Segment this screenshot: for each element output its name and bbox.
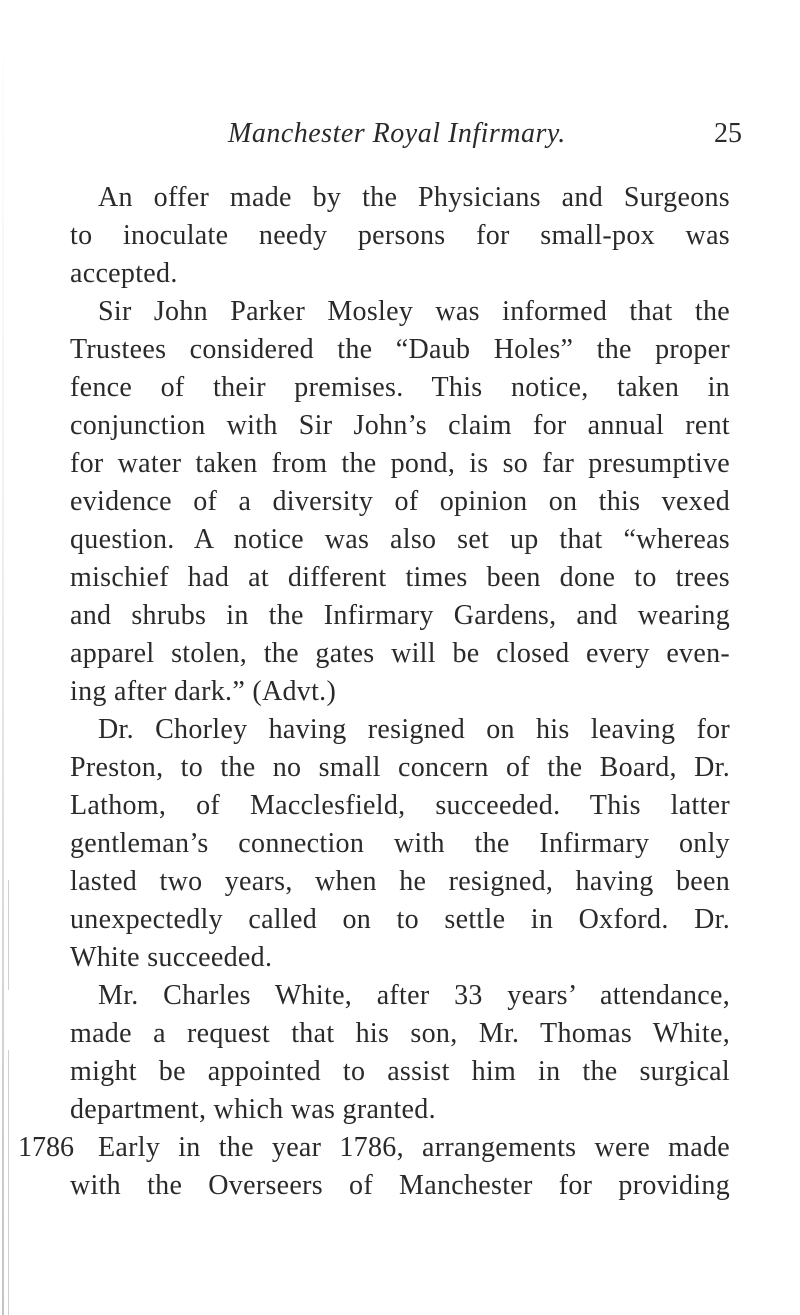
text-line: ing after dark.” (Advt.) [70, 676, 337, 707]
page-number: 25 [714, 118, 742, 149]
text-line: Trustees considered the “Daub Holes” the proper [70, 334, 730, 365]
text-line: department, which was granted. [70, 1094, 436, 1125]
text-line: conjunction with Sir John’s claim for annual rent [70, 410, 730, 441]
text-line: Preston, to the no small concern of the Board, Dr. [70, 752, 730, 783]
text-line: Lathom, of Macclesfield, succeeded. This latter [70, 790, 730, 821]
running-title: Manchester Royal Infirmary. [228, 118, 566, 149]
text-line: accepted. [70, 258, 178, 289]
text-line: White succeeded. [70, 942, 273, 973]
text-line: Mr. Charles White, after 33 years’ attendance, [98, 980, 730, 1011]
text-line: and shrubs in the Infirmary Gardens, and wearing [70, 600, 730, 631]
margin-rule [8, 1050, 9, 1315]
text-line: lasted two years, when he resigned, having been [70, 866, 730, 897]
page-gutter-shadow [2, 0, 4, 1315]
body-text [70, 179, 730, 1205]
page-header [0, 118, 800, 158]
text-line: gentleman’s connection with the Infirmary only [70, 828, 730, 859]
text-line: Early in the year 1786, arrangements were made [98, 1132, 730, 1163]
text-line: mischief had at different times been done to trees [70, 562, 730, 593]
margin-rule [8, 880, 9, 990]
text-line: made a request that his son, Mr. Thomas White, [70, 1018, 730, 1049]
text-line: question. A notice was also set up that “whereas [70, 524, 730, 555]
text-line: unexpectedly called on to settle in Oxford. Dr. [70, 904, 730, 935]
text-line: for water taken from the pond, is so far presumptive [70, 448, 730, 479]
text-line: with the Overseers of Manchester for providing [70, 1170, 730, 1201]
text-line: Sir John Parker Mosley was informed that the [98, 296, 730, 327]
text-line: apparel stolen, the gates will be closed every even- [70, 638, 730, 669]
text-line: An offer made by the Physicians and Surgeons [98, 182, 730, 213]
text-line: to inoculate needy persons for small-pox was [70, 220, 730, 251]
text-line: evidence of a diversity of opinion on this vexed [70, 486, 730, 517]
text-line: Dr. Chorley having resigned on his leaving for [98, 714, 730, 745]
text-line: might be appointed to assist him in the surgical [70, 1056, 730, 1087]
margin-year-note: 1786 [18, 1132, 74, 1163]
text-line: fence of their premises. This notice, taken in [70, 372, 730, 403]
